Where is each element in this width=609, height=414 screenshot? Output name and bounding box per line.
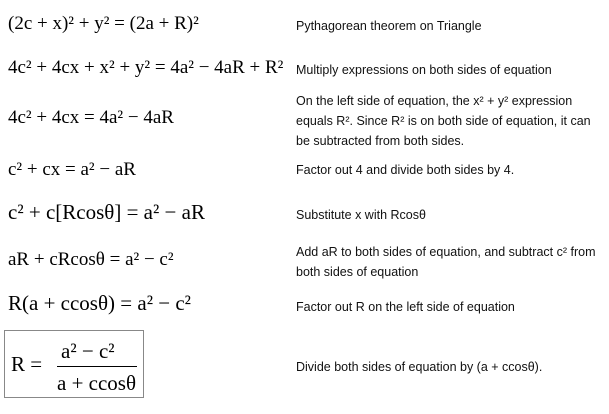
note-5: Substitute x with Rcosθ xyxy=(296,208,426,222)
equation-1: (2c + x)² + y² = (2a + R)² xyxy=(8,13,199,34)
note-4: Factor out 4 and divide both sides by 4. xyxy=(296,163,515,177)
note-2: Multiply expressions on both sides of equation xyxy=(296,63,552,77)
note-7: Factor out R on the left side of equation xyxy=(296,300,515,314)
final-result-box xyxy=(4,330,144,398)
equation-3: 4c² + 4cx = 4a² − 4aR xyxy=(8,107,174,128)
note-1: Pythagorean theorem on Triangle xyxy=(296,19,482,33)
equation-2: 4c² + 4cx + x² + y² = 4a² − 4aR + R² xyxy=(8,57,284,78)
note-6: Add aR to both sides of equation, and subtract c² from both sides of equation xyxy=(296,245,596,279)
equation-4: c² + cx = a² − aR xyxy=(8,159,136,180)
final-lhs: R = xyxy=(11,352,43,376)
final-denominator: a + ccosθ xyxy=(57,371,137,395)
note-8: Divide both sides of equation by (a + ccosθ). xyxy=(296,360,543,374)
equation-7: R(a + ccosθ) = a² − c² xyxy=(8,291,191,315)
equation-5: c² + c[Rcosθ] = a² − aR xyxy=(8,200,205,224)
note-3: On the left side of equation, the x² + y² expression equals R². Since R² is on both side of equation, it can be subtracted from both sides. xyxy=(296,94,591,148)
final-numerator: a² − c² xyxy=(61,339,115,363)
equation-6: aR + cRcosθ = a² − c² xyxy=(8,249,174,270)
fraction-bar xyxy=(57,366,137,367)
